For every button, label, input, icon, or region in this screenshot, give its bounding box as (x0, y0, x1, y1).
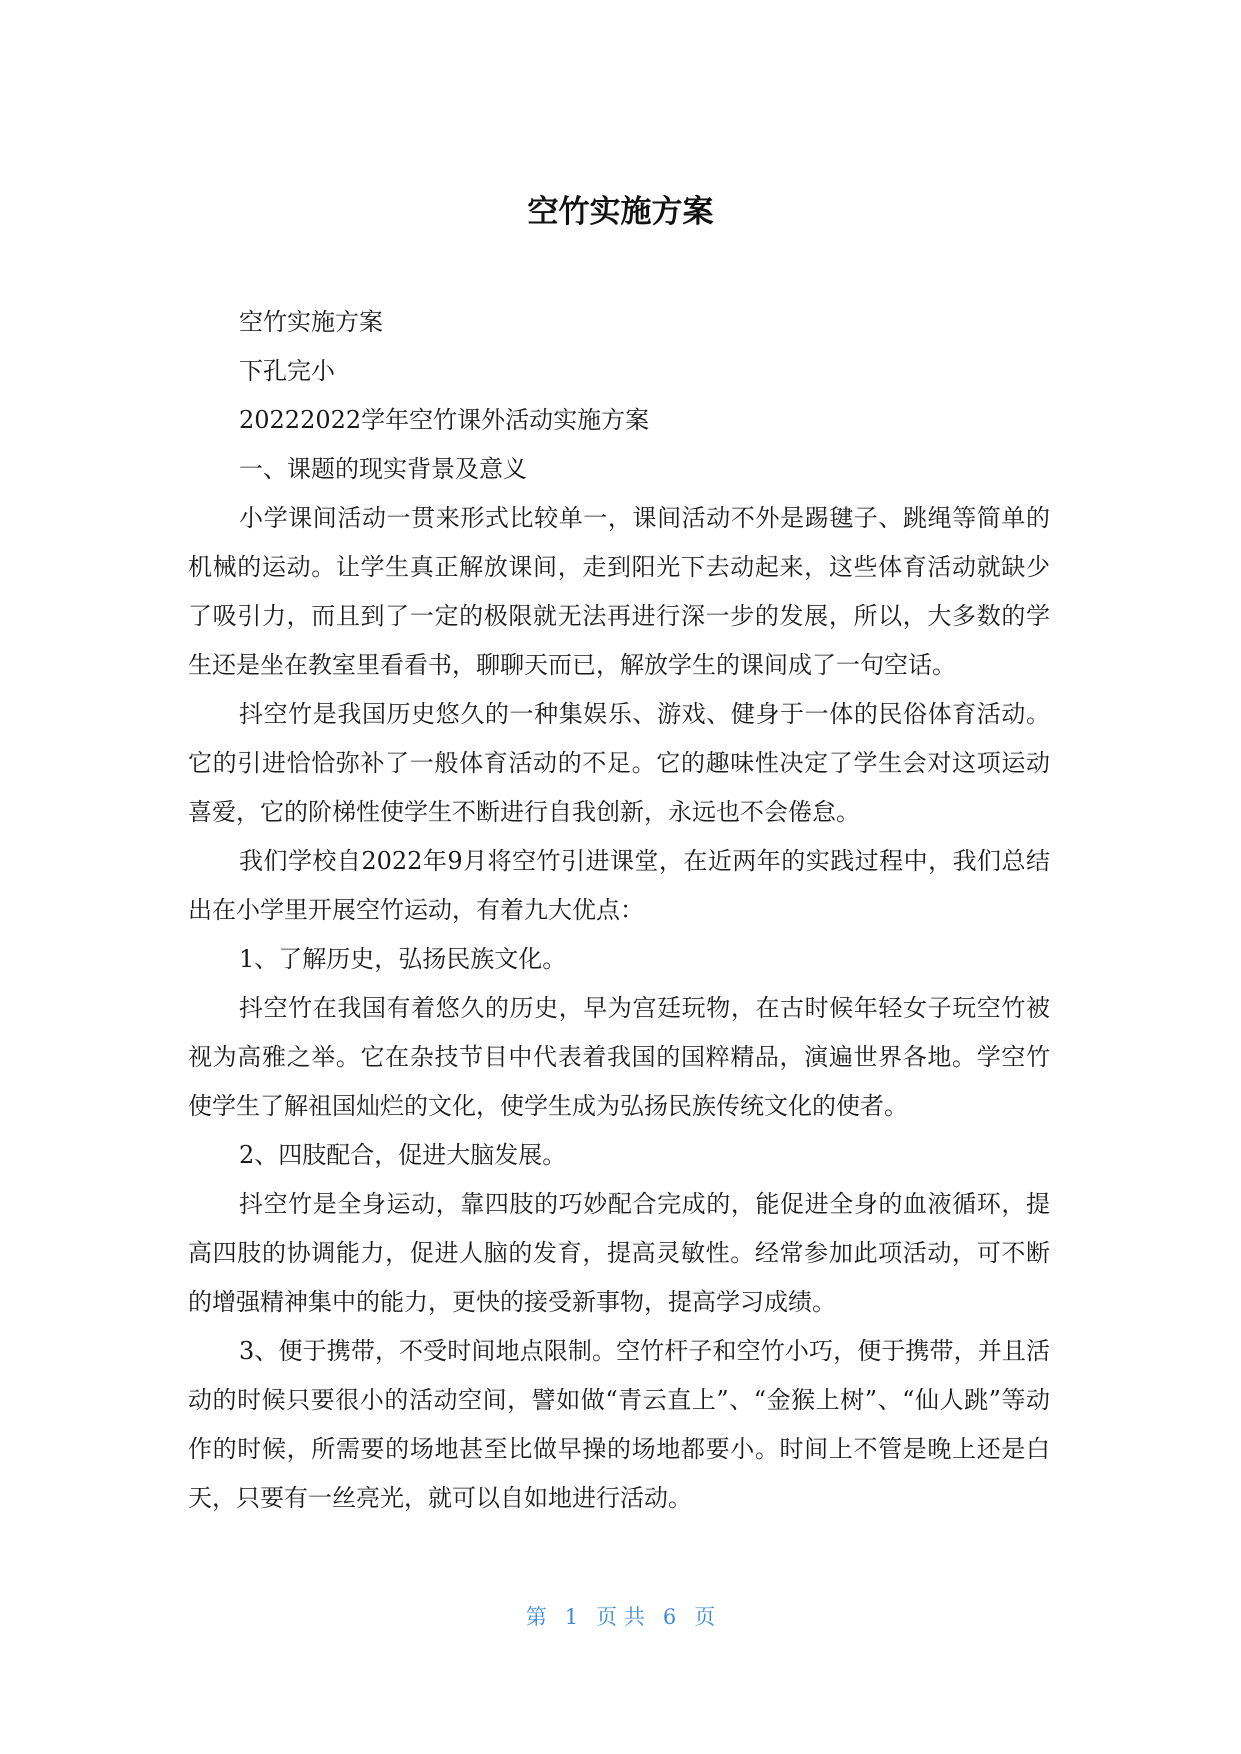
paragraph: 抖空竹是我国历史悠久的一种集娱乐、游戏、健身于一体的民俗体育活动。它的引进恰恰弥补了一般体育活动的不足。它的趣味性决定了学生会对这项运动喜爱，它的阶梯性使学生不断进行自我创新，永远也不会倦怠。 (188, 700, 1050, 826)
paragraph-plan-name: 20222022学年空竹课外活动实施方案 (239, 406, 650, 434)
paragraph-school: 下孔完小 (239, 357, 335, 385)
page-label-mid: 页 共 (596, 1605, 645, 1629)
list-heading: 1、了解历史，弘扬民族文化。 (239, 945, 567, 973)
list-heading: 2、四肢配合，促进大脑发展。 (239, 1141, 567, 1169)
paragraph: 抖空竹在我国有着悠久的历史，早为宫廷玩物，在古时候年轻女子玩空竹被视为高雅之举。它在杂技节目中代表着我国的国粹精品，演遍世界各地。学空竹使学生了解祖国灿烂的文化，使学生成为弘扬民族传统文化的使者。 (188, 994, 1050, 1120)
page-title: 空竹实施方案 (527, 194, 714, 230)
paragraph: 小学课间活动一贯来形式比较单一，课间活动不外是踢毽子、跳绳等简单的机械的运动。让学生真正解放课间，走到阳光下去动起来，这些体育活动就缺少了吸引力，而且到了一定的极限就无法再进行深一步的发展，所以，大多数的学生还是坐在教室里看看书，聊聊天而已，解放学生的课间成了一句空话。 (188, 504, 1050, 679)
page-number-footer (0, 1602, 1241, 1632)
paragraph: 我们学校自2022年9月将空竹引进课堂，在近两年的实践过程中，我们总结出在小学里开展空竹运动，有着九大优点： (188, 847, 1050, 924)
section-heading: 一、课题的现实背景及意义 (239, 455, 527, 483)
paragraph: 抖空竹是全身运动，靠四肢的巧妙配合完成的，能促进全身的血液循环，提高四肢的协调能力，促进人脑的发育，提高灵敏性。经常参加此项活动，可不断的增强精神集中的能力，更快的接受新事物，提高学习成绩。 (188, 1190, 1050, 1316)
page-current: 1 (564, 1605, 579, 1629)
paragraph-subtitle: 空竹实施方案 (239, 308, 383, 336)
page-total: 6 (662, 1605, 677, 1629)
page-label-suffix: 页 (694, 1605, 716, 1629)
document-body (188, 298, 1050, 1523)
paragraph: 3、便于携带，不受时间地点限制。空竹杆子和空竹小巧，便于携带，并且活动的时候只要很小的活动空间，譬如做“青云直上”、“金猴上树”、“仙人跳”等动作的时候，所需要的场地甚至比做早操的场地都要小。时间上不管是晚上还是白天，只要有一丝亮光，就可以自如地进行活动。 (188, 1337, 1050, 1512)
page-label-prefix: 第 (525, 1605, 547, 1629)
